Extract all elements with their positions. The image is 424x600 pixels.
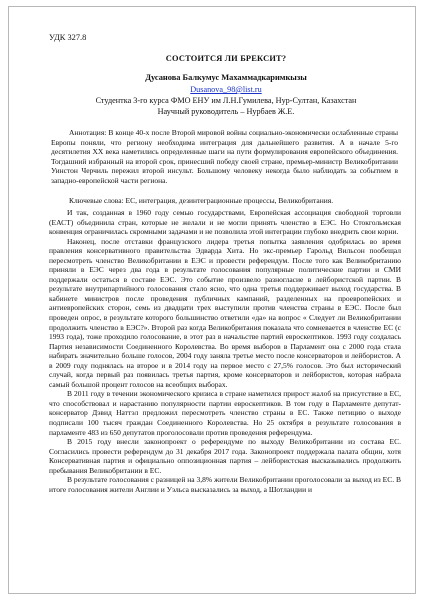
author-affiliation: Студентка 3-го курса ФМО ЕНУ им Л.Н.Гумилева, Нур-Султан, Казахстан xyxy=(95,96,357,105)
abstract: Аннотация: В конце 40-х после Второй мировой войны социально-экономически ослабленные страны Европы поняли, что региону необходима интеграция для дальнейшего развития. А в начале 5-го десятилетия XX века наметились определенные шаги на пути формулирования европейского объединения. Тогдашний избранный на второй срок, принесший победу своей стране, премьер-министр Великобритании Уинстон Черчиль пережил второй инсульт. Большому человеку некогда было наблюдать за событием в западно-европейской части региона. xyxy=(51,128,398,185)
scientific-advisor: Научный руководитель – Нурбаев Ж.Е. xyxy=(157,107,295,116)
article-body xyxy=(49,208,401,592)
body-paragraph: В результате голосования с разницей на 3,8% жители Великобритании проголосовали за выход из ЕС. В итоге голосования жители Англии и Уэльса высказались за выход, а Шотландии и xyxy=(49,475,401,494)
keywords: Ключевые слова: ЕС, интеграция, дезинтеграционные процессы, Великобритания. xyxy=(69,196,334,205)
body-paragraph: В 2015 году внесли законопроект о референдуме по выходу Великобритании из состава ЕС. Согласились провести референдум до 31 декабря 2017 года. Законопроект поддержала палата общин, хотя Консервативная партия и официально оппозиционная партия – лейбористская высказывались продолжить пребывания Великобритании в ЕС. xyxy=(49,437,401,475)
body-paragraph: В 2011 году в течении экономического кризиса в стране наметился прирост жалоб на присутствие в ЕС, что способствовал и нарастанию популярности партии евроскептиков. В том году в Парламенте депутат-консерватор Дэвид Наттэл предложил пересмотреть членство страны в ЕС. Также петицию о выходе подписали 100 тысяч граждан Соединенного Королевства. Но 25 октября в результате голосования в парламенте 483 из 650 депутатов проголосовали против проведения референдума. xyxy=(49,389,401,437)
body-paragraph: И так, созданная в 1960 году семью государствами, Европейская ассоциация свободной торговли (ЕАСТ) объединила стран, которые не желали и не могли принять членство в ЕЭС. Но Стокгольмская конвенция ограничилась скромными задачами и не позволила этой интеграции глубоко внедрить свои корни. xyxy=(49,208,401,237)
body-paragraph: Наконец, после отставки французского лидера третья попытка заявления одобрилась во время правления консервативного правительства Эдварда Хита. Но экс-премьер Гарольд Вильсон пообещал пересмотреть членство Великобритании в ЕЭС и провести референдум. После того как Великобританию приняли в ЕЭС через два года в результате голосования популярные политические партии и СМИ поддержали остаться в составе ЕЭС. Это событие произвело разногласие в лейбористской партии. В результате внутрипартийного голосования стало ясно, что одна третья поддерживает выход государства. В кабинете министров после проведения публичных кампаний, разделенных на проевропейских и антиевропейских сторон, семь из двадцати трех выступили против членства страны в ЕЭС. После был проведен опрос, в результате которого большинство ответили «да» на вопрос « Следует ли Великобритании продолжить членство в ЕЭС?». Второй раз когда Великобритания показала что сомневается в членстве ЕС (с 1993 года), тоже проходило голосование, в этот раз в начальстве партий евроскептиков. 1993 году создалась Партия независимости Соединенного Королевства. Во время выборов в Парламент она с 2000 года стала набирать значительно больше голосов, 2004 году заняла третье место после консерваторов и лейбористов. А в 2009 году поднялась на второе и в 2014 году на первое место с 27,5% голосов. Это был исторический случай, когда первый раз появилась третья партия, кроме консерваторов и лейбористов, которая набрала самый большой процент голосов на всеобщих выборах. xyxy=(49,236,401,389)
page-frame xyxy=(8,6,416,594)
document-page xyxy=(49,7,403,593)
udc-code: УДК 327.8 xyxy=(49,33,87,42)
author-email-link[interactable]: Dusanova_98@list.ru xyxy=(190,85,262,94)
author-name: Дусанова Балкумус Махаммадкаримкызы xyxy=(145,73,307,82)
article-title: СОСТОИТСЯ ЛИ БРЕКСИТ? xyxy=(165,54,287,63)
